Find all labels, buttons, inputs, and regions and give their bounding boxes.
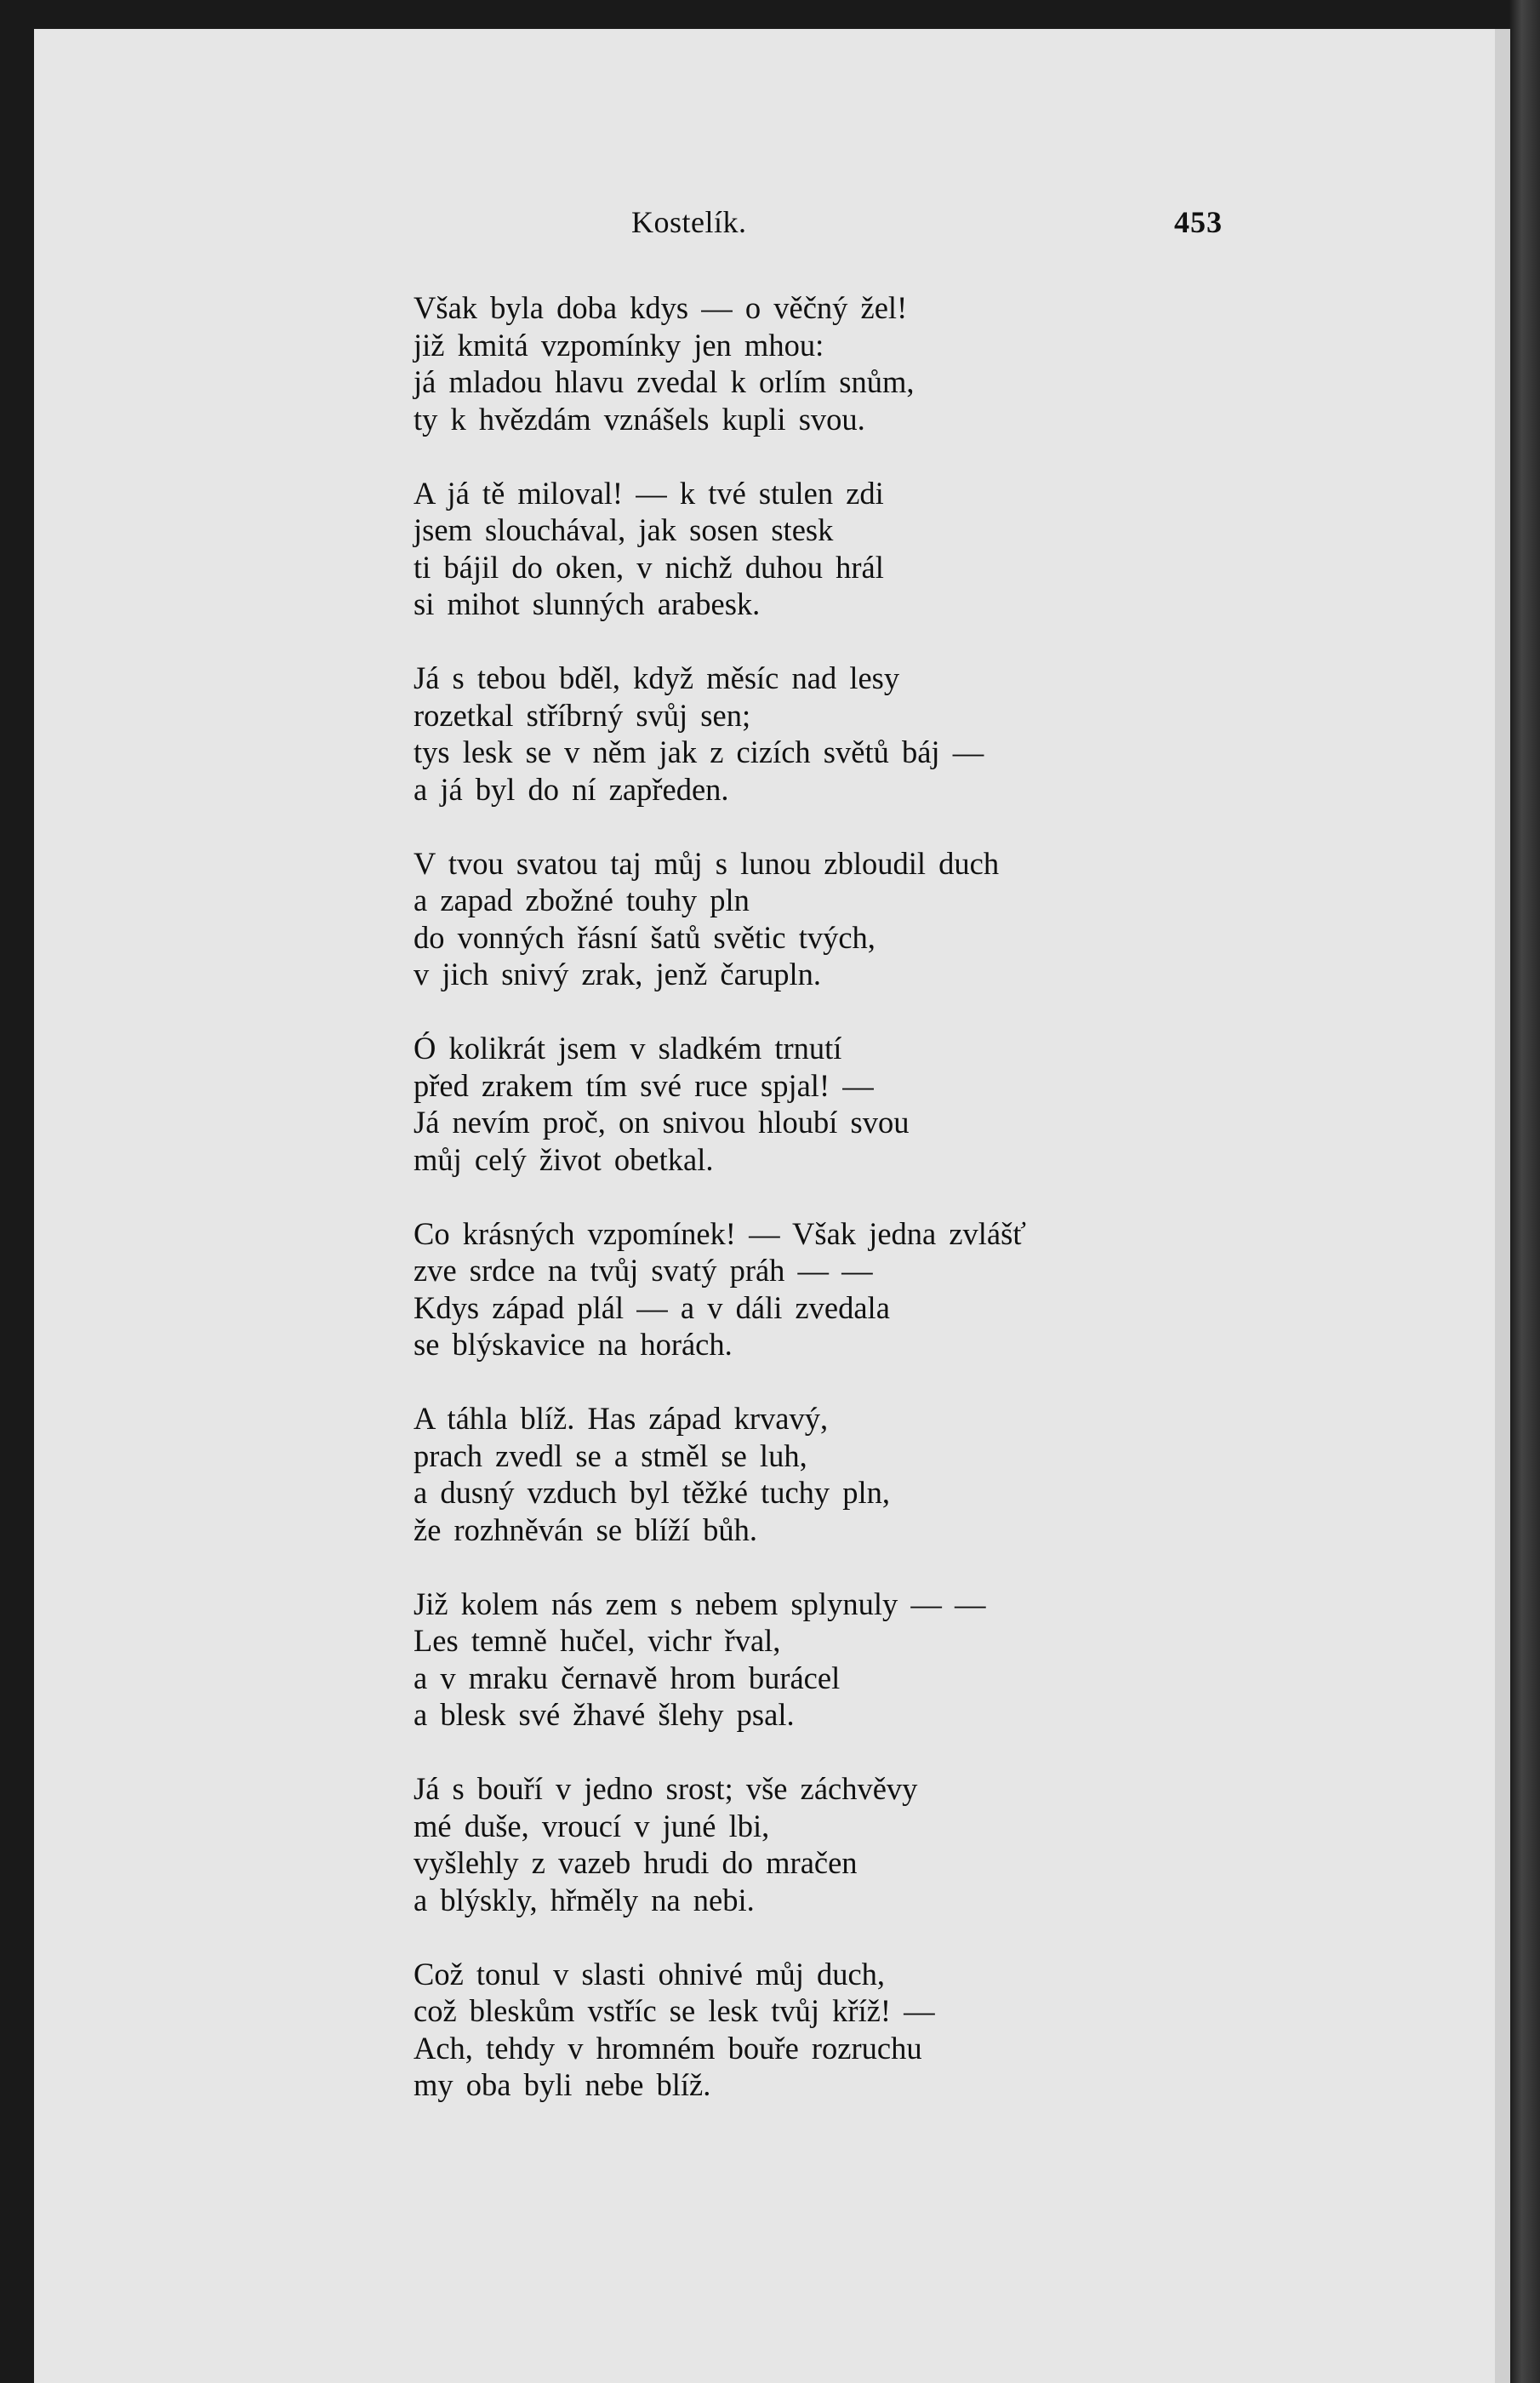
poem-line: Však byla doba kdys — o věčný žel! [414,290,908,325]
poem-line: a já byl do ní zapředen. [414,771,729,807]
poem-line: Již kolem nás zem s nebem splynuly — — [414,1586,986,1621]
poem-line: již kmitá vzpomínky jen mhou: [414,327,824,363]
poem-line: vyšlehly z vazeb hrudi do mračen [414,1845,858,1880]
poem-line: tys lesk se v něm jak z cizích světů báj — [414,734,984,769]
poem-line: A táhla blíž. Has západ krvavý, [414,1401,829,1436]
poem-line: a blýskly, hřměly na nebi. [414,1882,755,1917]
stanza [414,1770,1349,1918]
poem-line: A já tě miloval! — k tvé stulen zdi [414,475,884,511]
poem-line: Co krásných vzpomínek! — Však jedna zvlášť [414,1215,1026,1251]
poem-line: Já nevím proč, on snivou hloubí svou [414,1105,910,1140]
poem-line: ti bájil do oken, v nichž duhou hrál [414,549,884,585]
poem-line: si mihot slunných arabesk. [414,586,761,621]
poem-line: Kdys západ plál — a v dáli zvedala [414,1289,890,1325]
poem-line: před zrakem tím své ruce spjal! — [414,1067,874,1103]
poem-line: já mladou hlavu zvedal k orlím snům, [414,364,915,399]
poem-line: ty k hvězdám vznášels kupli svou. [414,401,865,437]
poem-line: Ach, tehdy v hromném bouře rozruchu [414,2030,922,2066]
poem-line: a blesk své žhavé šlehy psal. [414,1697,795,1732]
poem-line: Což tonul v slasti ohnivé můj duch, [414,1956,886,1992]
poem-line: a zapad zbožné touhy pln [414,883,750,917]
poem-line: se blýskavice na horách. [414,1327,733,1362]
stanza [414,660,1349,808]
page-number: 453 [1174,205,1223,239]
poem-line: že rozhněván se blíží bůh. [414,1512,758,1547]
stanza [414,1215,1349,1363]
poem-line: zve srdce na tvůj svatý práh — — [414,1253,873,1288]
poem-line: Já s tebou bděl, když měsíc nad lesy [414,660,900,695]
poem-line: Les temně hučel, vichr řval, [414,1623,781,1658]
poem-line: prach zvedl se a stměl se luh, [414,1437,807,1473]
scan-top-border [0,0,1540,29]
poem-line: můj celý život obetkal. [414,1141,714,1177]
stanza [414,1956,1349,2104]
stanza [414,475,1349,623]
poem-line: rozetkal stříbrný svůj sen; [414,697,751,733]
scan-right-border [1509,0,1540,2383]
poem-line: v jich snivý zrak, jenž čarupln. [414,957,821,991]
page-header [0,204,1540,247]
poem-line: což bleskům vstříc se lesk tvůj kříž! — [414,1993,935,2028]
poem-line: Já s bouří v jedno srost; vše záchvěvy [414,1771,918,1806]
poem-line: a dusný vzduch byl těžké tuchy pln, [414,1475,891,1510]
poem-line: my oba byli nebe blíž. [414,2067,711,2102]
stanza [414,1030,1349,1178]
running-title: Kostelík. [631,205,747,239]
poem-line: V tvou svatou taj můj s lunou zbloudil duch [414,845,1000,881]
poem-line: a v mraku černavě hrom burácel [414,1660,841,1695]
stanza [414,845,1349,993]
poem-body [414,289,1349,2140]
poem-line: Ó kolikrát jsem v sladkém trnutí [414,1031,842,1066]
stanza [414,1586,1349,1734]
poem-line: do vonných řásní šatů světic tvých, [414,919,876,955]
stanza [414,289,1349,437]
poem-line: jsem slouchával, jak sosen stesk [414,512,834,547]
stanza [414,1400,1349,1548]
scan-left-border [0,0,34,2383]
poem-line: mé duše, vroucí v juné lbi, [414,1808,770,1843]
